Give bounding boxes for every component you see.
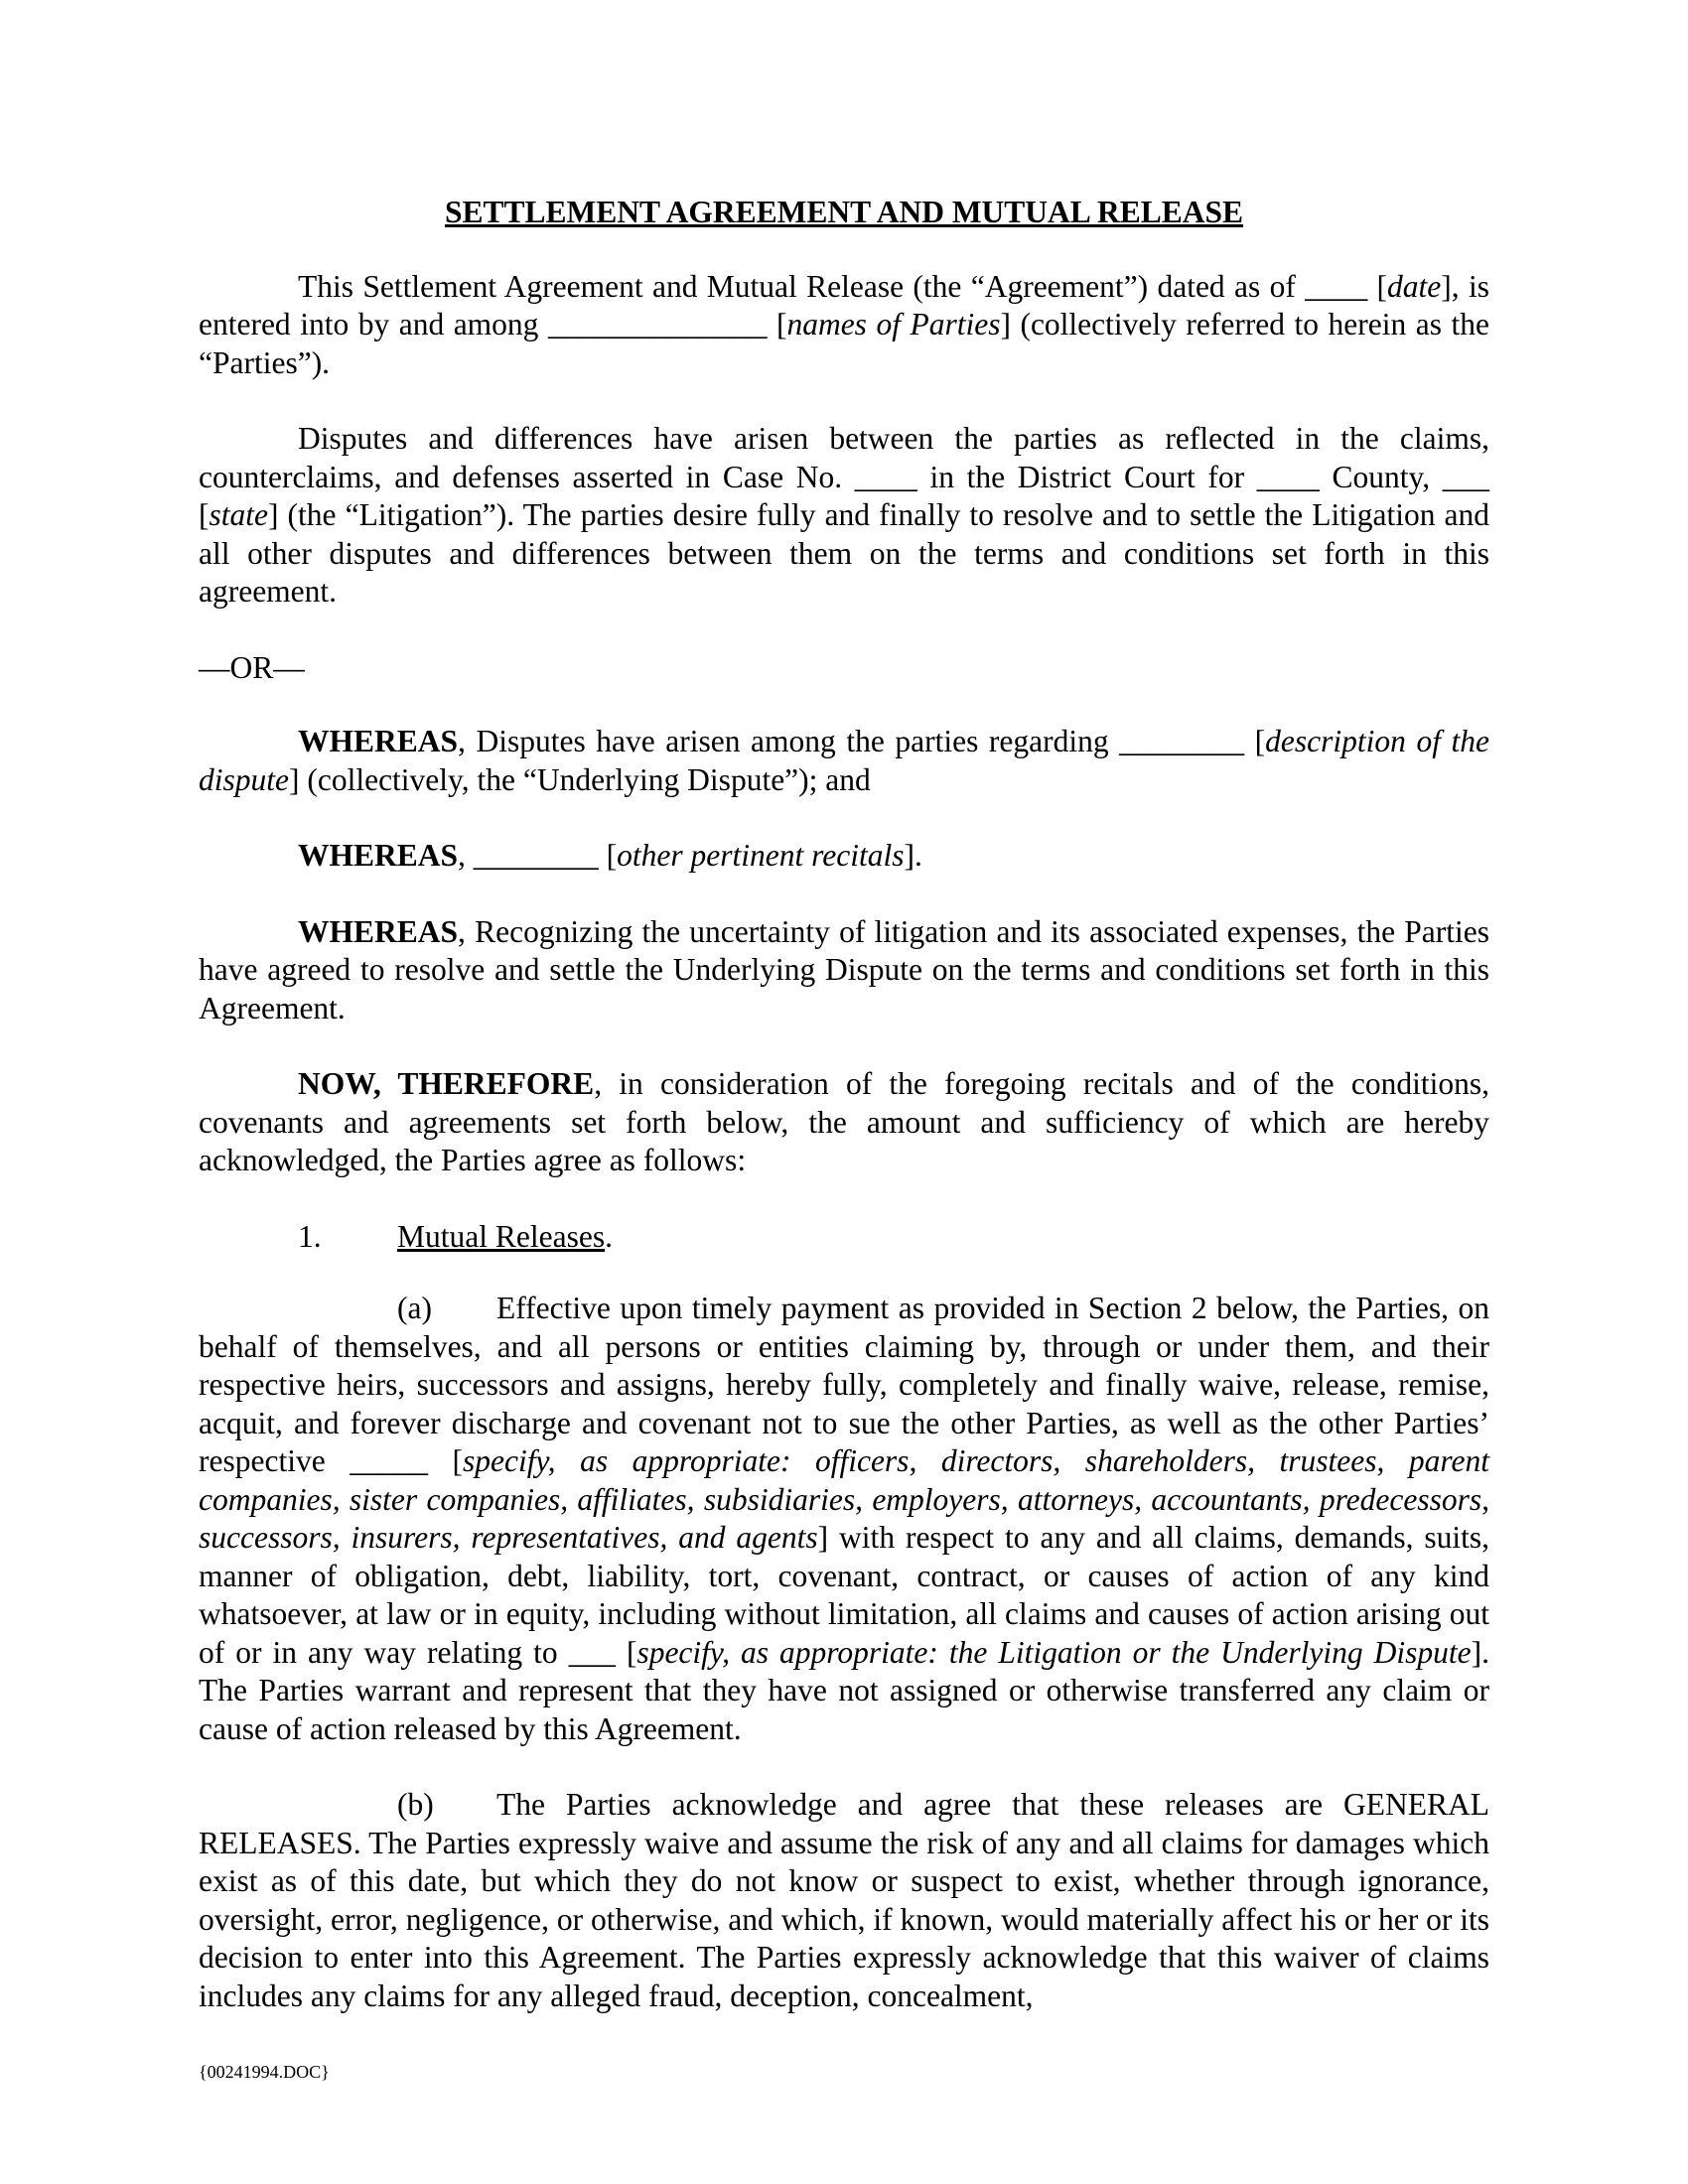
whereas3-text-1: , Recognizing the uncertainty of litigation and its associated expenses, the Parties have agreed to resolve and settle the Underlying Dispute on the terms and conditions set forth in this Agreement. bbox=[199, 913, 1489, 1025]
intro-text-3: ] (collectively referred to herein as the “Parties”). bbox=[199, 307, 1489, 380]
specify-released-parties-placeholder: specify, as appropriate: officers, directors, shareholders, trustees, parent companies, sister companies, affiliates, subsidiaries, employers, attorneys, accountants, predecessors, successors, insurers, representatives, and agents bbox=[199, 1443, 1490, 1555]
whereas2-text-1: , ________ [ bbox=[458, 838, 618, 873]
whereas1-text-2: ] (collectively, the “Underlying Dispute”); and bbox=[289, 761, 871, 797]
whereas-keyword-2: WHEREAS bbox=[298, 838, 459, 873]
document-title: SETTLEMENT AGREEMENT AND MUTUAL RELEASE bbox=[444, 195, 1244, 229]
recitals-placeholder: other pertinent recitals bbox=[617, 838, 905, 873]
whereas1-text-1: , Disputes have arisen among the parties regarding ________ [ bbox=[458, 724, 1266, 758]
paragraph-a-text-1: Effective upon timely payment as provided in Section 2 below, the Parties, on behalf of themselves, and all persons or entities claiming by, through or under them, and their respective heirs, successors and assigns, hereby fully, completely and finally waive, release, remise, acquit, and forever discharge and covenant not to sue the other Parties, as well as the other Parties’ respective _____ [ bbox=[199, 1291, 1489, 1478]
document-body bbox=[199, 194, 1489, 2053]
document-footer-id: {00241994.DOC} bbox=[199, 2062, 330, 2082]
therefore-text: , in consideration of the foregoing recitals and of the conditions, covenants and agreements set forth below, the amount and sufficiency of which are hereby acknowledged, the Parties agree as follows: bbox=[199, 1066, 1490, 1177]
whereas-paragraph-2 bbox=[199, 837, 1489, 876]
specify-litigation-placeholder: specify, as appropriate: the Litigation or the Underlying Dispute bbox=[636, 1634, 1472, 1670]
date-placeholder: date bbox=[1387, 268, 1442, 304]
paragraph-a-text-2: ] with respect to any and all claims, demands, suits, manner of obligation, debt, liability, tort, covenant, contract, or causes of action of any kind whatsoever, at law or in equity, including without limitation, all claims and causes of action arising out of or in any way relating to ___ [ bbox=[199, 1520, 1490, 1670]
state-placeholder: state bbox=[209, 497, 268, 532]
section-1-number: 1. bbox=[298, 1218, 322, 1254]
whereas-paragraph-1 bbox=[199, 723, 1489, 799]
whereas-keyword-3: WHEREAS bbox=[298, 913, 459, 949]
paragraph-a-text-3: ]. The Parties warrant and represent that they have not assigned or otherwise transferred any claim or cause of action released by this Agreement. bbox=[199, 1634, 1489, 1746]
paragraph-b bbox=[199, 1786, 1489, 2015]
section-1-title-period: . bbox=[605, 1218, 613, 1254]
therefore-paragraph bbox=[199, 1065, 1489, 1180]
intro-text-2: ], is entered into by and among ______________ [ bbox=[199, 268, 1490, 341]
or-separator: —OR— bbox=[199, 649, 305, 685]
whereas-paragraph-3 bbox=[199, 913, 1489, 1028]
whereas-keyword-1: WHEREAS bbox=[298, 724, 459, 758]
intro-paragraph bbox=[199, 268, 1489, 383]
paragraph-a bbox=[199, 1290, 1489, 1748]
parties-placeholder: names of Parties bbox=[786, 307, 1001, 341]
disputes-paragraph bbox=[199, 420, 1489, 612]
section-1-title: Mutual Releases bbox=[397, 1218, 606, 1254]
therefore-keyword: NOW, THEREFORE bbox=[298, 1066, 595, 1101]
dispute-description-placeholder: description of the dispute bbox=[199, 724, 1489, 797]
paragraph-a-label: (a) bbox=[397, 1291, 432, 1325]
section-1-heading bbox=[298, 1218, 1489, 1257]
paragraph-b-text: The Parties acknowledge and agree that these releases are GENERAL RELEASES. The Parties expressly waive and assume the risk of any and all claims for damages which exist as of this date, but which they do not know or suspect to exist, whether through ignorance, oversight, error, negligence, or otherwise, and which, if known, would materially affect his or her or its decision to enter into this Agreement. The Parties expressly acknowledge that this waiver of claims includes any claims for any alleged fraud, deception, concealment, bbox=[199, 1787, 1489, 2013]
disputes-text-1: Disputes and differences have arisen between the parties as reflected in the claims, counterclaims, and defenses asserted in Case No. ____ in the District Court for ____ County, ___ [ bbox=[199, 421, 1489, 532]
paragraph-b-label: (b) bbox=[397, 1787, 434, 1822]
disputes-text-2: ] (the “Litigation”). The parties desire fully and finally to resolve and to settle the Litigation and all other disputes and differences between them on the terms and conditions set forth in this agreement. bbox=[199, 497, 1489, 609]
whereas2-text-2: ]. bbox=[904, 838, 922, 873]
intro-text-1: This Settlement Agreement and Mutual Release (the “Agreement”) dated as of ____ [ bbox=[298, 268, 1388, 304]
